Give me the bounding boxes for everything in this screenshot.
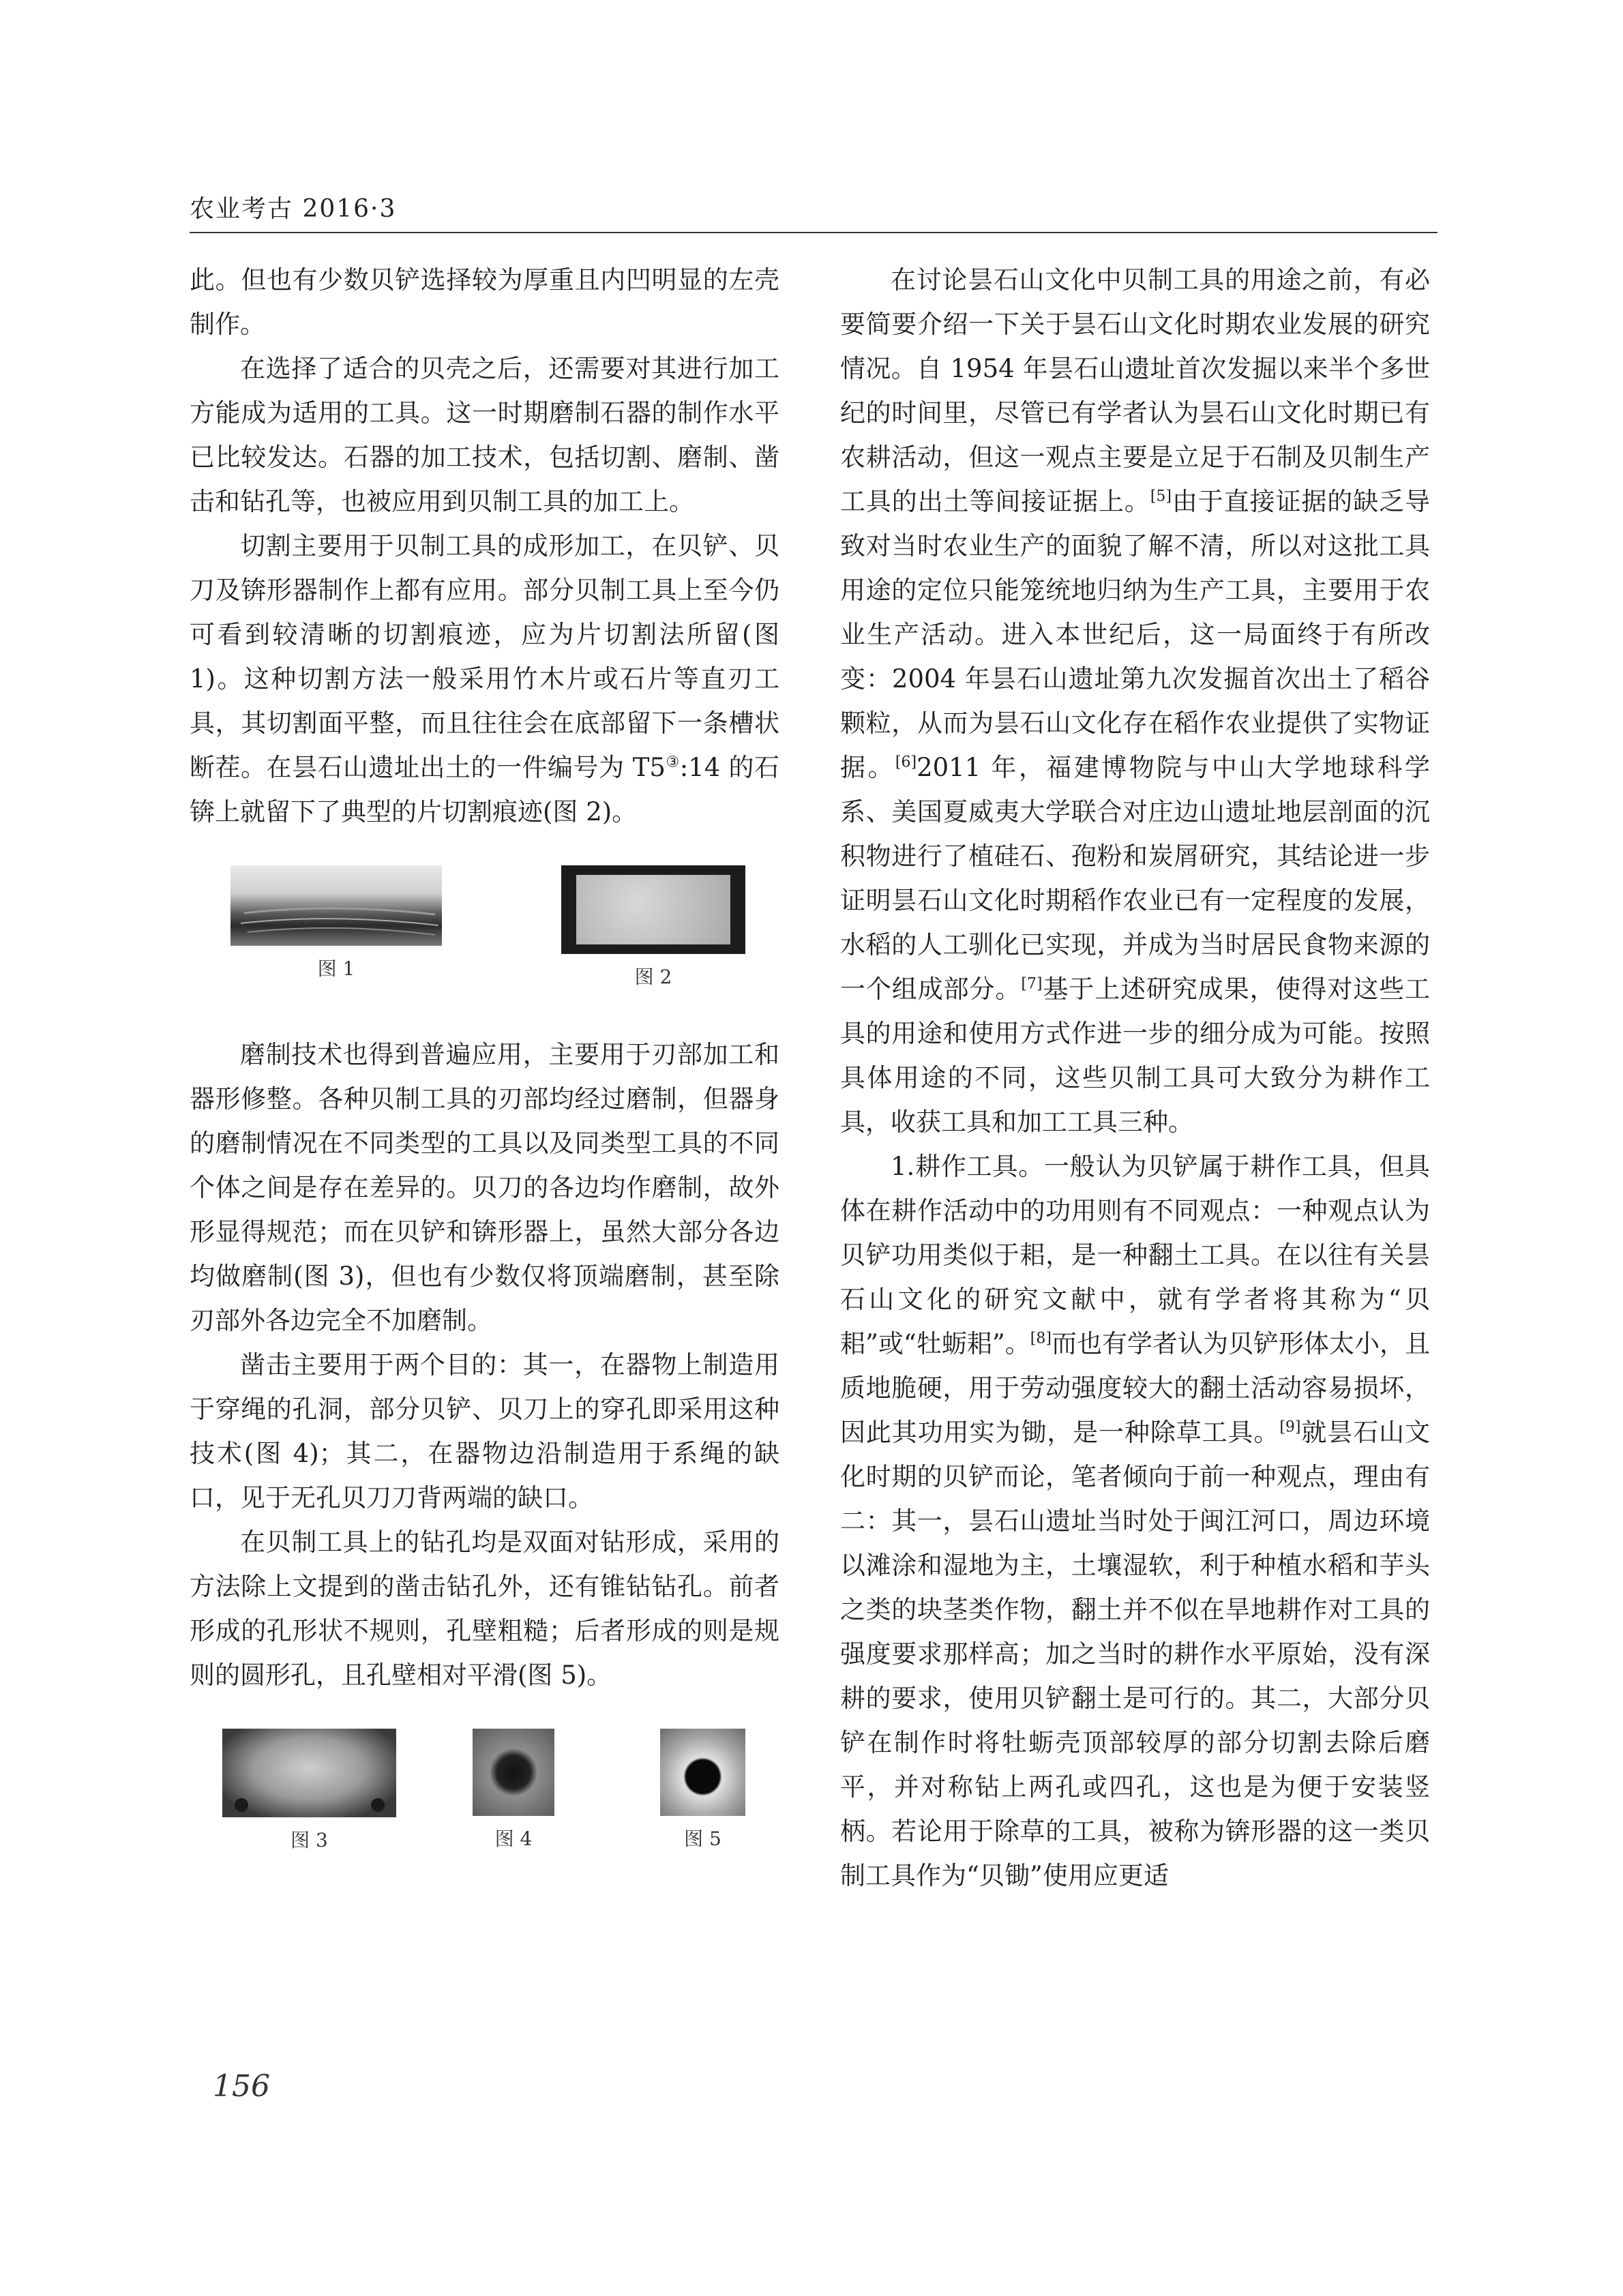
text-run: 在讨论昙石山文化中贝制工具的用途之前，有必要简要介绍一下关于昙石山文化时期农业发展的研究情况。自 1954 年昙石山遗址首次发掘以来半个多世纪的时间里，尽管已有学者认为昙石山文化时期已有农耕活动，但这一观点主要是立足于石制及贝制生产工具的出土等间接证据上。 [840, 265, 1430, 516]
paragraph [840, 1144, 1430, 1898]
citation: [7] [1021, 975, 1043, 993]
figure-5-caption: 图 5 [684, 1828, 721, 1850]
right-column [840, 258, 1430, 1898]
text-run: 1.耕作工具。一般认为贝铲属于耕作工具，但具体在耕作活动中的功用则有不同观点：一种观点认为贝铲功用类似于耜，是一种翻土工具。在以往有关昙石山文化的研究文献中，就有学者将其称为“贝耜”或“牡蛎耜”。 [840, 1152, 1430, 1358]
page-number: 156 [213, 2069, 270, 2104]
text-run: 切割主要用于贝制工具的成形加工，在贝铲、贝刀及锛形器制作上都有应用。部分贝制工具上至今仍可看到较清晰的切割痕迹，应为片切割法所留(图 1)。这种切割方法一般采用竹木片或石片等直刃工具，其切割面平整，而且往往会在底部留下一条槽状断茬。在昙石山遗址出土的一件编号为 T5 [190, 531, 779, 782]
paragraph: 凿击主要用于两个目的：其一，在器物上制造用于穿绳的孔洞，部分贝铲、贝刀上的穿孔即采用这种技术(图 4)；其二，在器物边沿制造用于系绳的缺口，见于无孔贝刀刀背两端的缺口。 [190, 1350, 779, 1512]
paragraph: 在选择了适合的贝壳之后，还需要对其进行加工方能成为适用的工具。这一时期磨制石器的制作水平已比较发达。石器的加工技术，包括切割、磨制、凿击和钻孔等，也被应用到贝制工具的加工上。 [190, 354, 779, 516]
paragraph [190, 524, 779, 834]
figure-1-caption: 图 1 [317, 957, 355, 980]
figure-5 [660, 1729, 745, 1851]
text-run: 2011 年，福建博物院与中山大学地球科学系、美国夏威夷大学联合对庄边山遗址地层剖面的沉积物进行了植硅石、孢粉和炭屑研究，其结论进一步证明昙石山文化时期稻作农业已有一定程度的发展，水稻的人工驯化已实现，并成为当时居民食物来源的一个组成部分。 [840, 753, 1430, 1004]
text-run: 基于上述研究成果，使得对这些工具的用途和使用方式作进一步的细分成为可能。按照具体用途的不同，这些贝制工具可大致分为耕作工具，收获工具和加工工具三种。 [840, 974, 1431, 1137]
header-rule [190, 232, 1438, 233]
text-run: 而也有学者认为贝铲形体太小，且质地脆硬，用于劳动强度较大的翻土活动容易损坏，因此其功用实为锄，是一种除草工具。 [840, 1329, 1431, 1447]
paragraph [840, 258, 1430, 1144]
figure-4-photo [473, 1729, 554, 1816]
text-run: 由于直接证据的缺乏导致对当时农业生产的面貌了解不清，所以对这批工具用途的定位只能笼统地归纳为生产工具，主要用于农业生产活动。进入本世纪后，这一局面终于有所改变：2004 年昙石山遗址第九次发掘首次出土了稻谷颗粒，从而为昙石山文化存在稻作农业提供了实物证据。 [840, 487, 1431, 782]
citation: [8] [1030, 1330, 1052, 1347]
citation: [5] [1150, 488, 1172, 505]
figure-2 [561, 865, 745, 989]
figure-3-photo [222, 1729, 396, 1817]
figure-3-caption: 图 3 [291, 1829, 328, 1851]
text-run: 就昙石山文化时期的贝铲而论，笔者倾向于前一种观点，理由有二：其一，昙石山遗址当时处于闽江河口，周边环境以滩涂和湿地为主，土壤湿软，利于种植水稻和芋头之类的块茎类作物，翻土并不似在旱地耕作对工具的强度要求那样高；加之当时的耕作水平原始，没有深耕的要求，使用贝铲翻土是可行的。其二，大部分贝铲在制作时将牡蛎壳顶部较厚的部分切割去除后磨平，并对称钻上两孔或四孔，这也是为便于安装竖柄。若论用于除草的工具，被称为锛形器的这一类贝制工具作为“贝锄”使用应更适 [840, 1418, 1431, 1890]
figure-row-3-5 [190, 1729, 779, 1875]
figure-1 [230, 865, 442, 981]
figure-1-photo [230, 865, 442, 946]
text-run: :14 的石锛上就留下了典型的片切割痕迹(图 2)。 [190, 753, 780, 826]
figure-2-caption: 图 2 [634, 966, 672, 988]
paragraph: 在贝制工具上的钻孔均是双面对钻形成，采用的方法除上文提到的凿击钻孔外，还有锥钻钻孔。前者形成的孔形状不规则，孔壁粗糙；后者形成的则是规则的圆形孔，且孔壁相对平滑(图 5)。 [190, 1527, 779, 1690]
paragraph: 此。但也有少数贝铲选择较为厚重且内凹明显的左壳制作。 [190, 265, 779, 339]
running-header: 农业考古 2016·3 [190, 195, 397, 223]
circled-number: ③ [665, 754, 680, 771]
paragraph: 磨制技术也得到普遍应用，主要用于刃部加工和器形修整。各种贝制工具的刃部均经过磨制，但器身的磨制情况在不同类型的工具以及同类型工具的不同个体之间是存在差异的。贝刀的各边均作磨制，故外形显得规范；而在贝铲和锛形器上，虽然大部分各边均做磨制(图 3)，但也有少数仅将顶端磨制，甚至除刃部外各边完全不加磨制。 [190, 1040, 779, 1335]
cut-marks-icon [230, 865, 442, 946]
figure-4-caption: 图 4 [494, 1828, 533, 1850]
left-column [190, 258, 779, 1875]
citation: [6] [895, 754, 917, 771]
figure-5-photo [660, 1729, 745, 1816]
figure-4 [473, 1729, 554, 1851]
hole-marks-icon [222, 1729, 396, 1817]
figure-3 [222, 1729, 396, 1853]
citation: [9] [1279, 1418, 1301, 1436]
figure-row-1-2 [190, 865, 779, 1019]
figure-2-photo [561, 865, 745, 954]
